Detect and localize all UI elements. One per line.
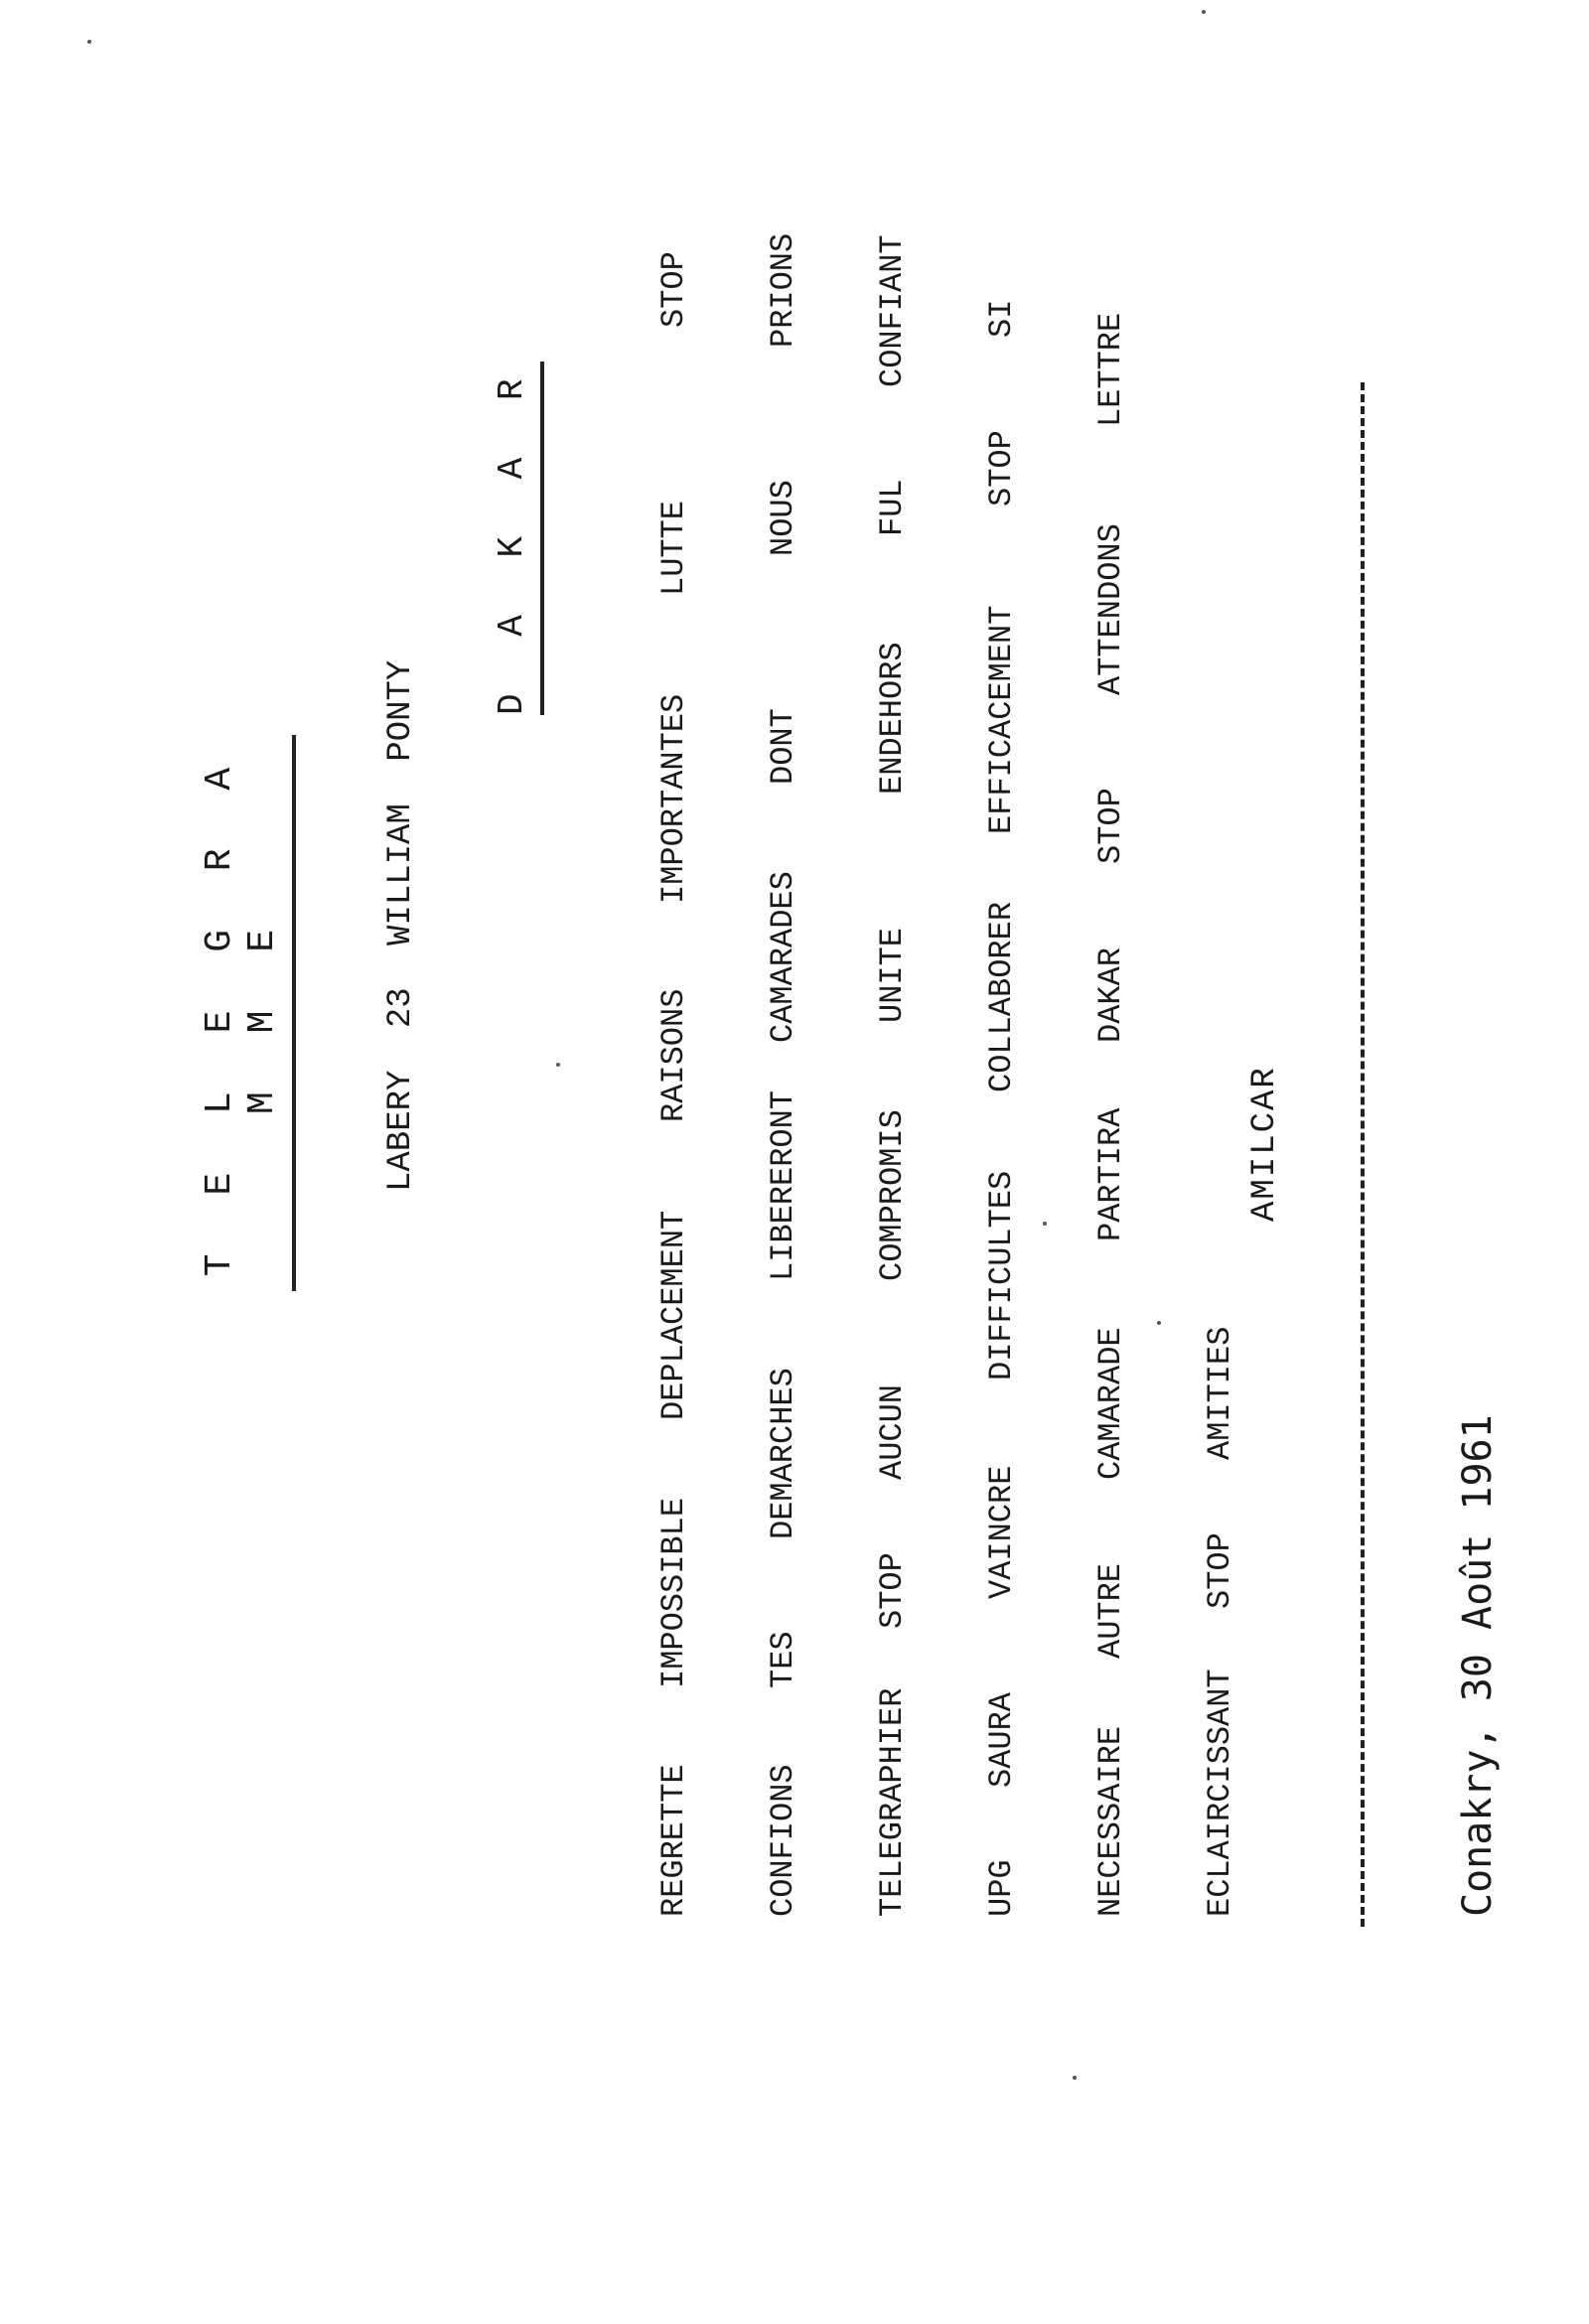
message-word: AUTRE: [1092, 1562, 1129, 1659]
message-word: FUL: [874, 479, 911, 536]
message-word: STOP: [1092, 788, 1129, 864]
message-word: PRIONS: [765, 232, 801, 348]
message-word: EFFICACEMENT: [983, 605, 1020, 834]
message-word: CONFIANT: [874, 234, 911, 387]
message-word: SI: [983, 299, 1020, 338]
message-word: DEMARCHES: [765, 1368, 801, 1539]
message-word: DIFFICULTES: [983, 1170, 1020, 1380]
dateline: Conakry, 30 Août 1961: [1455, 1414, 1501, 1917]
signature: AMILCAR: [1246, 1066, 1284, 1222]
message-word: PARTIRA: [1092, 1107, 1129, 1241]
city-heading: D A K A R: [492, 362, 544, 715]
message-word: STOP: [655, 251, 692, 328]
document-title: T E L E G R A M M E: [199, 735, 296, 1291]
address-line: LABERY 23 WILLIAM PONTY: [382, 659, 420, 1192]
message-word: TELEGRAPHIER: [874, 1687, 911, 1917]
message-word: CAMARADE: [1092, 1327, 1129, 1480]
message-word: STOP: [983, 430, 1020, 507]
message-word: AUCUN: [874, 1383, 911, 1480]
scan-speck: [1073, 2076, 1077, 2080]
divider-rule: [1361, 382, 1365, 1927]
message-word: UPG: [983, 1859, 1020, 1917]
message-word: ATTENDONS: [1092, 523, 1129, 695]
message-word: LIBERERONT: [765, 1089, 801, 1281]
message-word: ENDEHORS: [874, 642, 911, 795]
message-word: VAINCRE: [983, 1465, 1020, 1599]
message-word: TES: [765, 1631, 801, 1688]
message-word: REGRETTE: [655, 1764, 692, 1917]
scan-speck: [87, 40, 91, 44]
message-word: STOP: [874, 1552, 911, 1629]
message-word: NOUS: [765, 480, 801, 556]
message-word: CONFIONS: [765, 1764, 801, 1917]
message-word: NECESSAIRE: [1092, 1725, 1129, 1917]
message-word: DAKAR: [1092, 946, 1129, 1043]
message-word: CAMARADES: [765, 871, 801, 1043]
scan-speck: [556, 1063, 560, 1067]
scan-speck: [1202, 10, 1206, 14]
message-word: ECLAIRCISSANT: [1202, 1669, 1238, 1917]
message-word: DONT: [765, 708, 801, 785]
message-word: LETTRE: [1092, 312, 1129, 427]
message-word: RAISONS: [655, 988, 692, 1122]
scan-speck: [1043, 1222, 1047, 1226]
message-word: AMITIES: [1202, 1326, 1238, 1460]
message-word: STOP: [1202, 1532, 1238, 1609]
scan-speck: [1157, 1321, 1161, 1325]
message-word: DEPLACEMENT: [655, 1210, 692, 1420]
message-word: SAURA: [983, 1691, 1020, 1788]
message-word: IMPOSSIBLE: [655, 1497, 692, 1688]
message-word: COLLABORER: [983, 901, 1020, 1092]
message-word: UNITE: [874, 927, 911, 1023]
message-word: IMPORTANTES: [655, 693, 692, 904]
message-word: LUTTE: [655, 500, 692, 596]
message-word: COMPROMIS: [874, 1109, 911, 1281]
